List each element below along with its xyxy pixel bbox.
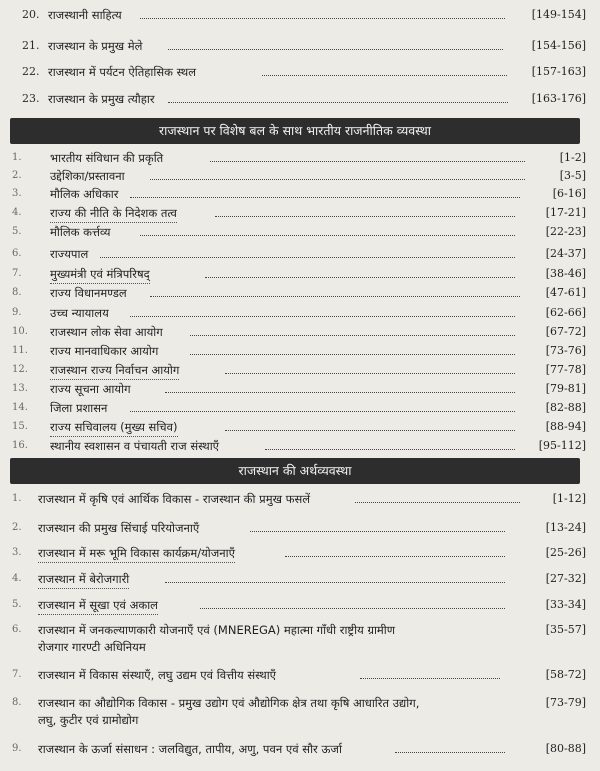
entry-title: उद्देशिका/प्रस्तावना <box>50 169 125 183</box>
entry-number: 9. <box>12 743 22 754</box>
entry-number: 11. <box>12 345 28 356</box>
entry-title: मौलिक कर्त्तव्य <box>50 225 111 239</box>
dot-leader <box>130 305 515 317</box>
entry-number: 7. <box>12 268 22 279</box>
entry-number: 7. <box>12 669 22 680</box>
dot-leader <box>395 741 505 753</box>
section-heading-economy: राजस्थान की अर्थव्यवस्था <box>10 458 580 484</box>
entry-title-continued: लघु, कुटीर एवं ग्रामोद्योग <box>38 713 139 727</box>
entry-number: 2. <box>12 522 22 533</box>
entry-pages: [77-78] <box>545 363 586 376</box>
entry-title: राजस्थान में पर्यटन ऐतिहासिक स्थल <box>48 65 196 79</box>
dot-leader <box>190 324 515 336</box>
entry-title: राजस्थान में जनकल्याणकारी योजनाएँ एवं (MNEREGA) महात्मा गाँधी राष्ट्रीय ग्रामीण <box>38 623 396 637</box>
entry-pages: [13-24] <box>545 521 586 534</box>
dot-leader <box>210 150 525 162</box>
entry-number: 15. <box>12 421 28 432</box>
entry-title: राजस्थान में सूखा एवं अकाल <box>38 597 158 615</box>
entry-number: 12. <box>12 364 28 375</box>
dot-leader <box>165 381 515 393</box>
entry-title: मौलिक अधिकार <box>50 187 119 201</box>
entry-title: राजस्थान की प्रमुख सिंचाई परियोजनाएँ <box>38 521 200 535</box>
dot-leader <box>140 7 505 19</box>
entry-number: 1. <box>12 493 22 504</box>
toc-entry[interactable] <box>0 622 600 658</box>
entry-pages: [58-72] <box>545 668 586 681</box>
dot-leader <box>150 168 525 180</box>
entry-title: राजस्थान में मरू भूमि विकास कार्यक्रम/योजनाएँ <box>38 545 235 563</box>
entry-number: 5. <box>12 599 22 610</box>
entry-title: राजस्थान में कृषि एवं आर्थिक विकास - राजस्थान की प्रमुख फसलें <box>38 492 311 506</box>
entry-pages: [17-21] <box>545 206 586 219</box>
entry-pages: [154-156] <box>531 39 586 52</box>
entry-pages: [22-23] <box>545 225 586 238</box>
entry-title: राजस्थान के प्रमुख मेले <box>48 39 143 53</box>
entry-number: 4. <box>12 207 22 218</box>
entry-number: 4. <box>12 573 22 584</box>
entry-pages: [80-88] <box>545 742 586 755</box>
entry-pages: [73-79] <box>545 696 586 709</box>
dot-leader <box>285 545 505 557</box>
entry-number: 23. <box>22 92 40 105</box>
entry-pages: [73-76] <box>545 344 586 357</box>
entry-title: राजस्थान में बेरोजगारी <box>38 571 129 589</box>
entry-pages: [33-34] <box>545 598 586 611</box>
entry-number: 8. <box>12 697 22 708</box>
entry-pages: [149-154] <box>531 8 586 21</box>
entry-number: 21. <box>22 39 40 52</box>
entry-title: उच्च न्यायालय <box>50 306 109 320</box>
entry-pages: [157-163] <box>531 65 586 78</box>
dot-leader <box>265 438 515 450</box>
entry-title: राजस्थान का औद्योगिक विकास - प्रमुख उद्योग एवं औद्योगिक क्षेत्र तथा कृषि आधारित उद्योग, <box>38 696 420 710</box>
entry-number: 13. <box>12 383 28 394</box>
entry-title: राजस्थानी साहित्य <box>48 8 122 22</box>
entry-pages: [25-26] <box>545 546 586 559</box>
dot-leader <box>168 38 503 50</box>
dot-leader <box>225 419 515 431</box>
entry-pages: [35-57] <box>545 623 586 636</box>
entry-pages: [24-37] <box>545 247 586 260</box>
toc-entry[interactable] <box>0 695 600 731</box>
entry-pages: [163-176] <box>531 92 586 105</box>
dot-leader <box>200 597 505 609</box>
entry-pages: [62-66] <box>545 306 586 319</box>
entry-pages: [3-5] <box>559 169 586 182</box>
entry-title-continued: रोजगार गारण्टी अधिनियम <box>38 640 146 654</box>
entry-number: 1. <box>12 152 22 163</box>
dot-leader <box>130 400 515 412</box>
entry-title: राजस्थान में विकास संस्थाएँ, लघु उद्यम एवं वित्तीय संस्थाएँ <box>38 668 277 682</box>
entry-number: 3. <box>12 547 22 558</box>
entry-title: स्थानीय स्वशासन व पंचायती राज संस्थाएँ <box>50 439 220 453</box>
dot-leader <box>205 266 515 278</box>
entry-title: राज्य मानवाधिकार आयोग <box>50 344 159 358</box>
entry-title: राज्य सचिवालय (मुख्य सचिव) <box>50 419 178 437</box>
entry-title: राज्य सूचना आयोग <box>50 382 131 396</box>
entry-number: 3. <box>12 188 22 199</box>
dot-leader <box>100 246 515 258</box>
entry-title: राज्य विधानमण्डल <box>50 286 127 300</box>
entry-title: भारतीय संविधान की प्रकृति <box>50 151 164 165</box>
dot-leader <box>225 362 515 374</box>
entry-pages: [82-88] <box>545 401 586 414</box>
entry-title: राज्य की नीति के निदेशक तत्व <box>50 205 177 223</box>
entry-number: 5. <box>12 226 22 237</box>
entry-number: 2. <box>12 170 22 181</box>
dot-leader <box>168 91 508 103</box>
entry-pages: [1-12] <box>552 492 586 505</box>
dot-leader <box>140 224 515 236</box>
entry-pages: [79-81] <box>545 382 586 395</box>
dot-leader <box>215 205 515 217</box>
entry-pages: [47-61] <box>545 286 586 299</box>
dot-leader <box>250 520 505 532</box>
entry-number: 6. <box>12 624 22 635</box>
dot-leader <box>130 186 520 198</box>
section-heading-polity: राजस्थान पर विशेष बल के साथ भारतीय राजनीतिक व्यवस्था <box>10 118 580 144</box>
entry-pages: [38-46] <box>545 267 586 280</box>
dot-leader <box>165 571 505 583</box>
entry-number: 14. <box>12 402 28 413</box>
dot-leader <box>355 491 520 503</box>
dot-leader <box>360 667 500 679</box>
entry-pages: [6-16] <box>552 187 586 200</box>
entry-title: जिला प्रशासन <box>50 401 108 415</box>
entry-pages: [95-112] <box>538 439 586 452</box>
dot-leader <box>150 285 520 297</box>
dot-leader <box>262 64 507 76</box>
entry-title: राजस्थान लोक सेवा आयोग <box>50 325 163 339</box>
entry-pages: [88-94] <box>545 420 586 433</box>
entry-number: 10. <box>12 326 28 337</box>
entry-number: 22. <box>22 65 40 78</box>
entry-number: 8. <box>12 287 22 298</box>
entry-number: 20. <box>22 8 40 21</box>
entry-title: राजस्थान के प्रमुख त्यौहार <box>48 92 155 106</box>
entry-number: 9. <box>12 307 22 318</box>
entry-pages: [67-72] <box>545 325 586 338</box>
entry-title: राजस्थान के ऊर्जा संसाधन : जलविद्युत, तापीय, अणु, पवन एवं सौर ऊर्जा <box>38 742 342 756</box>
entry-number: 16. <box>12 440 28 451</box>
entry-number: 6. <box>12 248 22 259</box>
entry-pages: [1-2] <box>559 151 586 164</box>
entry-title: राजस्थान राज्य निर्वाचन आयोग <box>50 362 179 380</box>
dot-leader <box>190 343 515 355</box>
entry-pages: [27-32] <box>545 572 586 585</box>
entry-title: राज्यपाल <box>50 247 89 261</box>
entry-title: मुख्यमंत्री एवं मंत्रिपरिषद् <box>50 266 150 284</box>
